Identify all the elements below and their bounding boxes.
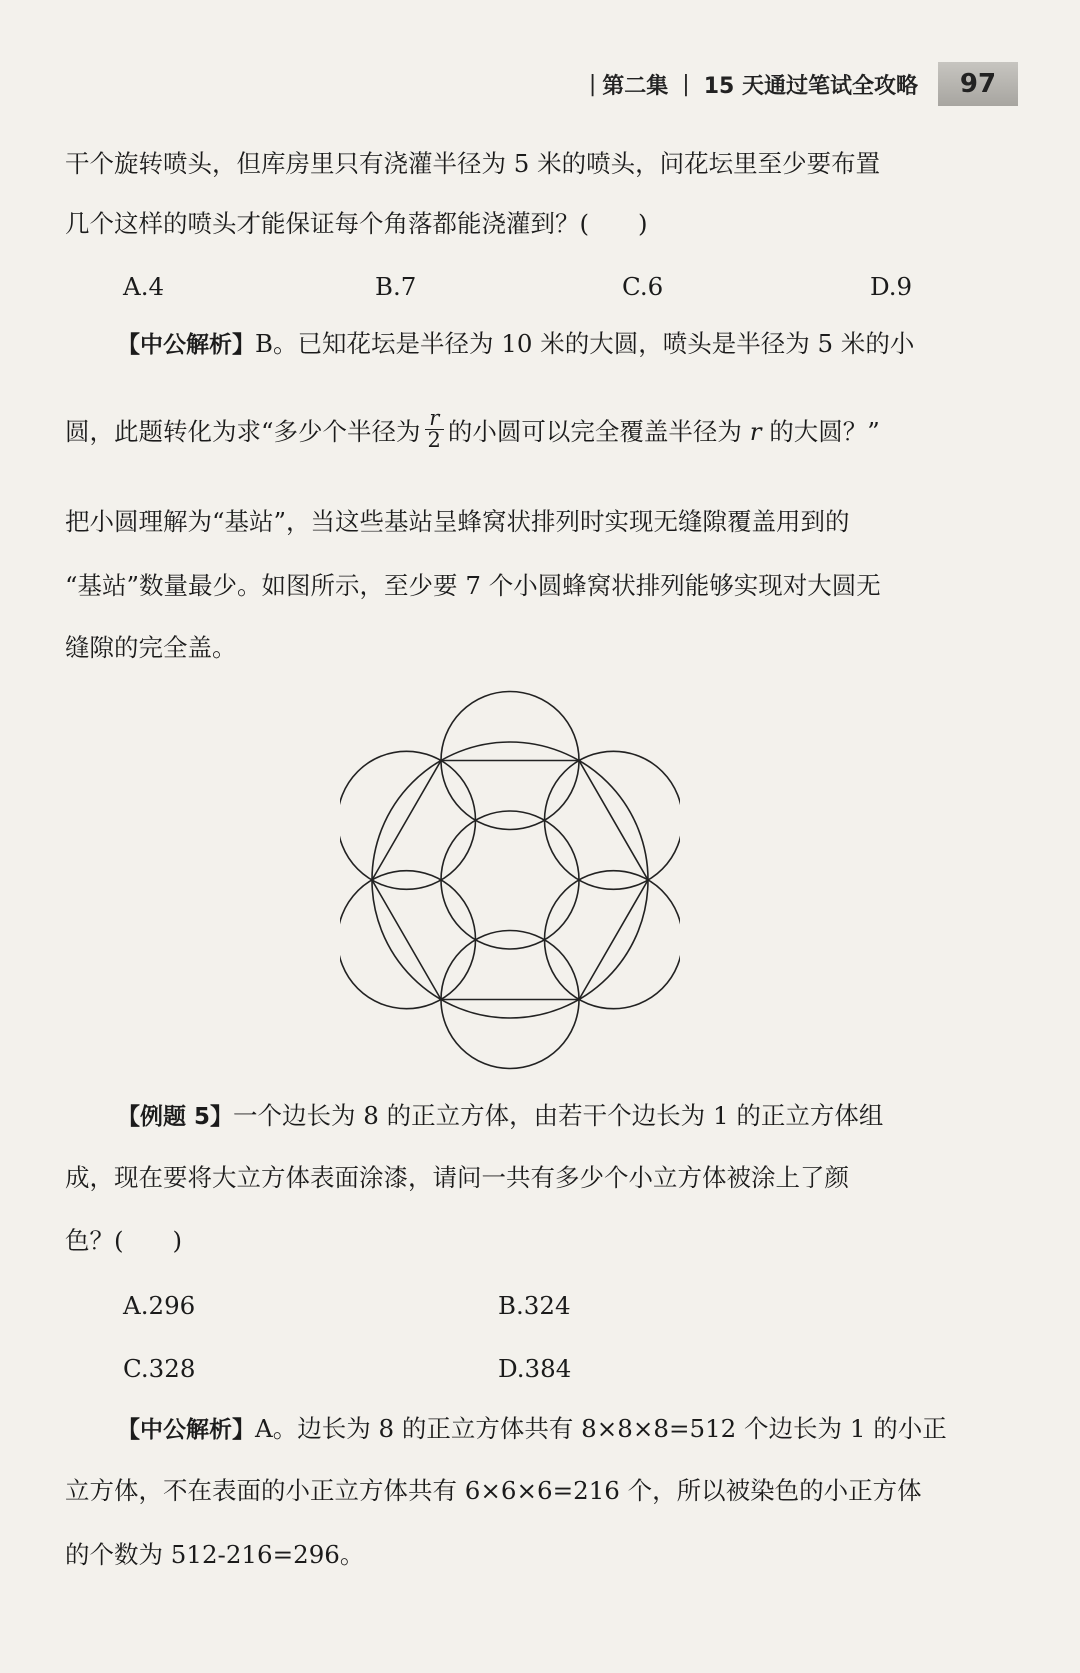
fraction-denominator: 2 — [427, 428, 441, 452]
q4-analysis-line — [117, 329, 1020, 358]
q5-question-text: 一个边长为 8 的正立方体，由若干个边长为 1 的正立方体组 — [233, 1101, 884, 1130]
q5-analysis-line: 的个数为 512-216=296。 — [65, 1540, 365, 1569]
q4-option-b: B.7 — [375, 272, 417, 301]
q4-question-line: 干个旋转喷头，但库房里只有浇灌半径为 5 米的喷头，问花坛里至少要布置 — [65, 149, 881, 178]
honeycomb-circle-figure — [340, 690, 680, 1070]
q4-analysis-line: “基站”数量最少。如图所示，至少要 7 个小圆蜂窝状排列能够实现对大圆无 — [65, 571, 881, 600]
q4-option-c: C.6 — [622, 272, 664, 301]
q4-analysis-text: 的大圆？” — [769, 417, 880, 446]
small-circle-bottom-left — [340, 871, 476, 1009]
q5-analysis-line: 立方体，不在表面的小正立方体共有 6×6×6=216 个，所以被染色的小正方体 — [65, 1476, 922, 1505]
circle-cover-diagram — [340, 690, 680, 1070]
q5-tag: 【例题 5】 — [117, 1104, 234, 1130]
q4-analysis-line: 缝隙的完全盖。 — [65, 633, 237, 662]
q4-question-line: 几个这样的喷头才能保证每个角落都能浇灌到？( ) — [65, 209, 648, 238]
q4-analysis-text: B。已知花坛是半径为 10 米的大圆，喷头是半径为 5 米的小 — [255, 329, 915, 358]
big-circle — [372, 742, 648, 1018]
q5-question-line — [117, 1101, 1020, 1130]
inscribed-hexagon — [372, 761, 648, 1000]
fraction-numerator: r — [425, 408, 444, 430]
q4-analysis-line — [65, 406, 1020, 455]
header-divider: | — [682, 71, 690, 97]
header-book-title: 15 天通过笔试全攻略 — [703, 73, 918, 99]
q5-option-b: B.324 — [498, 1291, 571, 1320]
fraction-r-over-2 — [425, 408, 444, 451]
q4-analysis-line: 把小圆理解为“基站”，当这些基站呈蜂窝状排列时实现无缝隙覆盖用到的 — [65, 507, 850, 536]
variable-r: r — [749, 417, 762, 446]
small-circle-top-right — [545, 751, 681, 889]
small-circle-bottom-right — [545, 871, 681, 1009]
q5-question-line: 成，现在要将大立方体表面涂漆，请问一共有多少个小立方体被涂上了颜 — [65, 1163, 849, 1192]
q4-option-a: A.4 — [123, 272, 165, 301]
q4-analysis-tag: 【中公解析】 — [117, 332, 255, 358]
q4-option-d: D.9 — [870, 272, 913, 301]
small-circle-top-left — [340, 751, 476, 889]
q5-option-c: C.328 — [123, 1354, 196, 1383]
q5-question-line: 色？( ) — [65, 1226, 183, 1255]
small-circle-center — [441, 811, 579, 949]
page-number: 97 — [938, 62, 1018, 106]
q5-option-d: D.384 — [498, 1354, 572, 1383]
q5-analysis-tag: 【中公解析】 — [117, 1417, 255, 1443]
q4-analysis-text: 的小圆可以完全覆盖半径为 — [447, 417, 742, 446]
running-header — [583, 62, 1018, 106]
q5-analysis-text: A。边长为 8 的正立方体共有 8×8×8=512 个边长为 1 的小正 — [255, 1414, 947, 1443]
q5-option-a: A.296 — [123, 1291, 196, 1320]
header-divider: | — [588, 71, 597, 97]
header-series: 第二集 — [602, 73, 669, 99]
q4-analysis-text: 圆，此题转化为求“多少个半径为 — [65, 417, 421, 446]
q5-analysis-line — [117, 1414, 1020, 1443]
